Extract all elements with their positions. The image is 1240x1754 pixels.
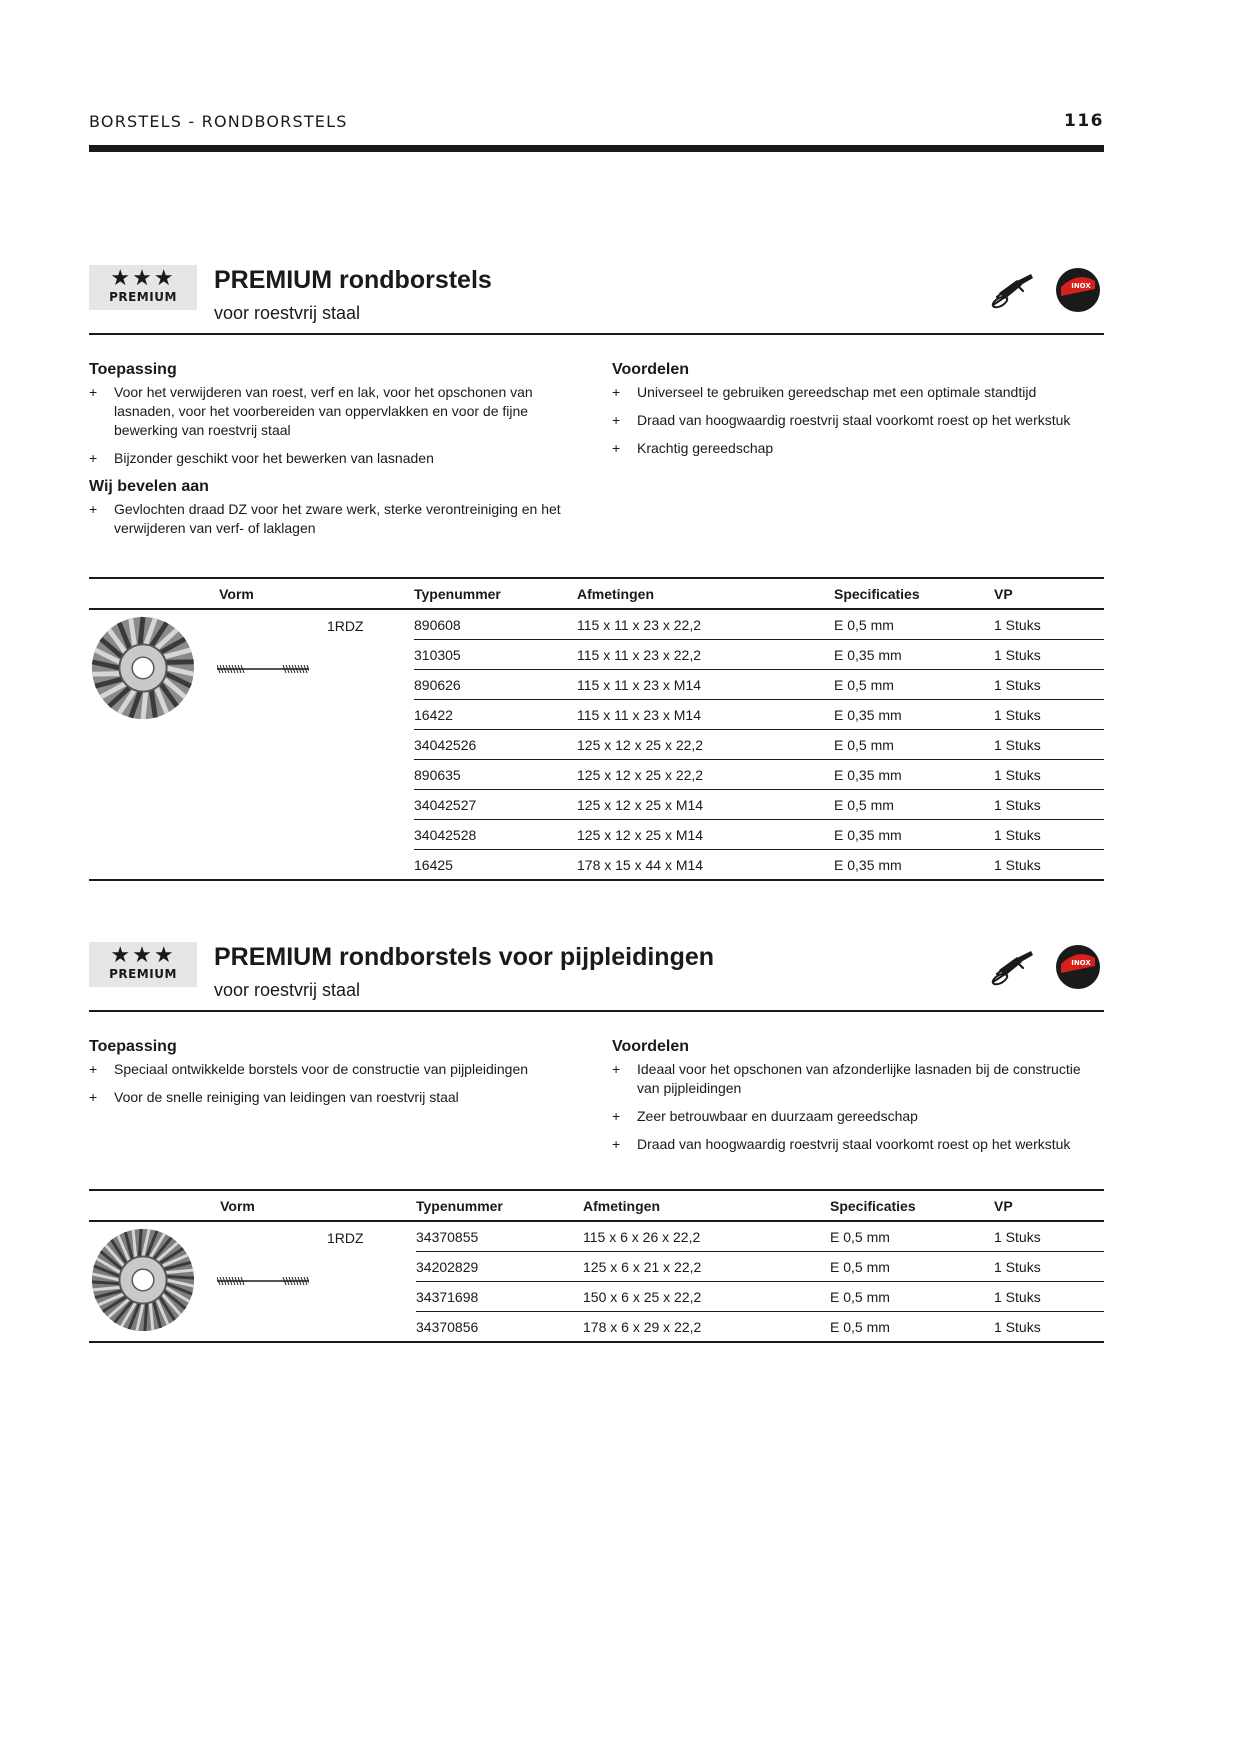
dimensions-cell: 125 x 12 x 25 x M14 xyxy=(577,820,834,850)
type-number-cell: 34370855 xyxy=(416,1221,583,1252)
column-header: Afmetingen xyxy=(577,578,834,609)
specification-cell: E 0,5 mm xyxy=(834,790,994,820)
type-number-cell: 890608 xyxy=(414,609,577,640)
recommend-heading: Wij bevelen aan xyxy=(89,478,209,495)
list-item: + Universeel te gebruiken gereedschap met een optimale standtijd xyxy=(612,384,1037,400)
dimensions-cell: 125 x 12 x 25 x 22,2 xyxy=(577,760,834,790)
list-item: + Draad van hoogwaardig roestvrij staal voorkomt roest op het werkstuk xyxy=(612,1136,1071,1152)
advantages-block xyxy=(612,360,1107,467)
list-item: + Gevlochten draad DZ voor het zware werk, sterke verontreiniging en het verwijderen van verf- of laklagen xyxy=(89,501,561,536)
column-header: VP xyxy=(994,578,1104,609)
dimensions-cell: 178 x 15 x 44 x M14 xyxy=(577,856,704,873)
plus-icon: + xyxy=(89,1089,98,1105)
column-header: VP xyxy=(994,1190,1104,1221)
packing-unit-cell: 1 Stuks xyxy=(994,670,1104,700)
svg-text:INOX: INOX xyxy=(1071,959,1091,967)
type-number-cell: 34042528 xyxy=(414,820,577,850)
packing-unit-cell: 1 Stuks xyxy=(994,1252,1104,1282)
plus-icon: + xyxy=(612,440,621,456)
three-stars-icon: ★★★ xyxy=(110,942,176,967)
application-list xyxy=(89,383,594,468)
section-subtitle: voor roestvrij staal xyxy=(214,303,361,323)
brush-image xyxy=(89,1226,369,1336)
inox-icon xyxy=(1055,944,1101,990)
plus-icon: + xyxy=(612,412,621,428)
shape-cell xyxy=(89,609,414,880)
recommend-list xyxy=(89,500,594,538)
dimensions-cell: 115 x 11 x 23 x 22,2 xyxy=(577,640,834,670)
packing-unit-cell: 1 Stuks xyxy=(994,1282,1104,1312)
column-header: Specificaties xyxy=(834,578,994,609)
list-item: + Draad van hoogwaardig roestvrij staal voorkomt roest op het werkstuk xyxy=(612,412,1071,428)
specification-cell: E 0,5 mm xyxy=(834,730,994,760)
wire-profile-icon xyxy=(217,664,309,674)
packing-unit-cell: 1 Stuks xyxy=(994,820,1104,850)
page-number: 116 xyxy=(1064,111,1104,131)
product-table-2 xyxy=(89,1189,1104,1343)
list-item: + Krachtig gereedschap xyxy=(612,440,774,456)
column-header: Specificaties xyxy=(830,1190,994,1221)
list-item: + Ideaal voor het opschonen van afzonderlijke lasnaden bij de constructie van pijpleidingen xyxy=(612,1061,1081,1096)
table-row xyxy=(89,1221,1104,1252)
type-number-cell: 34042527 xyxy=(414,790,577,820)
specification-cell: E 0,35 mm xyxy=(834,700,994,730)
shape-code: 1RDZ xyxy=(327,1230,364,1246)
advantages-heading: Voordelen xyxy=(612,361,690,378)
plus-icon: + xyxy=(612,1061,621,1077)
dimensions-cell: 115 x 11 x 23 x M14 xyxy=(577,670,834,700)
plus-icon: + xyxy=(89,1061,98,1077)
dimensions-cell: 115 x 11 x 23 x 22,2 xyxy=(577,609,834,640)
premium-badge xyxy=(89,265,197,310)
list-item: + Voor het verwijderen van roest, verf en lak, voor het opschonen van lasnaden, voor het voorbereiden van oppervlakken en voor de fijne bewerking van roestvrij staal xyxy=(89,384,533,438)
wire-profile-icon xyxy=(217,1276,309,1286)
packing-unit-cell: 1 Stuks xyxy=(994,700,1104,730)
dimensions-cell: 125 x 12 x 25 x 22,2 xyxy=(577,730,834,760)
plus-icon: + xyxy=(89,450,98,466)
specification-cell: E 0,5 mm xyxy=(830,1221,994,1252)
shape-code: 1RDZ xyxy=(327,618,364,634)
plus-icon: + xyxy=(89,501,98,517)
inox-icon xyxy=(1055,267,1101,313)
premium-badge-label: PREMIUM xyxy=(109,967,177,981)
type-number-cell: 16422 xyxy=(414,700,577,730)
premium-badge xyxy=(89,942,197,987)
specification-cell: E 0,35 mm xyxy=(834,760,994,790)
type-number-cell: 34042526 xyxy=(414,730,577,760)
list-item: + Bijzonder geschikt voor het bewerken van lasnaden xyxy=(89,450,434,466)
wire-brush-wheel-icon xyxy=(89,614,197,722)
list-item: + Voor de snelle reiniging van leidingen van roestvrij staal xyxy=(89,1089,459,1105)
type-number-cell: 890635 xyxy=(414,760,577,790)
specification-cell: E 0,35 mm xyxy=(834,640,994,670)
header-rule xyxy=(89,145,1104,152)
dimensions-cell: 150 x 6 x 25 x 22,2 xyxy=(583,1282,830,1312)
application-heading: Toepassing xyxy=(89,1038,177,1055)
packing-unit-cell: 1 Stuks xyxy=(994,640,1104,670)
specification-cell: E 0,35 mm xyxy=(834,820,994,850)
section-subtitle: voor roestvrij staal xyxy=(214,980,361,1000)
section-rule xyxy=(89,1010,1104,1012)
column-header: Typenummer xyxy=(414,578,577,609)
packing-unit-cell: 1 Stuks xyxy=(994,1318,1041,1335)
specification-cell: E 0,35 mm xyxy=(834,856,902,873)
plus-icon: + xyxy=(89,384,98,400)
application-block xyxy=(89,360,594,547)
type-number-cell: 34371698 xyxy=(416,1282,583,1312)
section-title: PREMIUM rondborstels voor pijpleidingen xyxy=(214,943,715,971)
wire-brush-wheel-icon xyxy=(89,1226,197,1334)
running-header-title: BORSTELS - RONDBORSTELS xyxy=(89,112,348,131)
specification-cell: E 0,5 mm xyxy=(830,1282,994,1312)
specification-cell: E 0,5 mm xyxy=(834,609,994,640)
brush-image xyxy=(89,614,369,724)
type-number-cell: 34202829 xyxy=(416,1252,583,1282)
angle-grinder-icon xyxy=(989,948,1035,988)
dimensions-cell: 178 x 6 x 29 x 22,2 xyxy=(583,1318,702,1335)
application-block xyxy=(89,1037,594,1116)
plus-icon: + xyxy=(612,1108,621,1124)
plus-icon: + xyxy=(612,1136,621,1152)
column-header: Typenummer xyxy=(416,1190,583,1221)
section-rule xyxy=(89,333,1104,335)
table-row xyxy=(89,609,1104,640)
premium-badge-label: PREMIUM xyxy=(109,290,177,304)
running-header xyxy=(89,112,1104,136)
dimensions-cell: 115 x 11 x 23 x M14 xyxy=(577,700,834,730)
column-header: Afmetingen xyxy=(583,1190,830,1221)
packing-unit-cell: 1 Stuks xyxy=(994,1221,1104,1252)
packing-unit-cell: 1 Stuks xyxy=(994,790,1104,820)
type-number-cell: 890626 xyxy=(414,670,577,700)
type-number-cell: 34370856 xyxy=(416,1318,479,1335)
advantages-list xyxy=(612,383,1107,458)
packing-unit-cell: 1 Stuks xyxy=(994,856,1041,873)
list-item: + Speciaal ontwikkelde borstels voor de constructie van pijpleidingen xyxy=(89,1061,529,1077)
application-heading: Toepassing xyxy=(89,361,177,378)
svg-text:INOX: INOX xyxy=(1071,282,1091,290)
product-table-1 xyxy=(89,577,1104,881)
dimensions-cell: 115 x 6 x 26 x 22,2 xyxy=(583,1221,830,1252)
dimensions-cell: 125 x 6 x 21 x 22,2 xyxy=(583,1252,830,1282)
column-header: Vorm xyxy=(89,578,414,609)
angle-grinder-icon xyxy=(989,271,1035,311)
specification-cell: E 0,5 mm xyxy=(830,1318,890,1335)
type-number-cell: 310305 xyxy=(414,640,577,670)
shape-cell xyxy=(89,1221,416,1342)
list-item: + Zeer betrouwbaar en duurzaam gereedschap xyxy=(612,1108,918,1124)
packing-unit-cell: 1 Stuks xyxy=(994,609,1104,640)
plus-icon: + xyxy=(612,384,621,400)
dimensions-cell: 125 x 12 x 25 x M14 xyxy=(577,790,834,820)
specification-cell: E 0,5 mm xyxy=(834,670,994,700)
advantages-list xyxy=(612,1060,1107,1154)
packing-unit-cell: 1 Stuks xyxy=(994,730,1104,760)
application-list xyxy=(89,1060,594,1107)
section-title: PREMIUM rondborstels xyxy=(214,266,492,294)
three-stars-icon: ★★★ xyxy=(110,265,176,290)
advantages-block xyxy=(612,1037,1107,1163)
advantages-heading: Voordelen xyxy=(612,1038,690,1055)
type-number-cell: 16425 xyxy=(414,856,453,873)
packing-unit-cell: 1 Stuks xyxy=(994,760,1104,790)
specification-cell: E 0,5 mm xyxy=(830,1252,994,1282)
column-header: Vorm xyxy=(89,1190,416,1221)
